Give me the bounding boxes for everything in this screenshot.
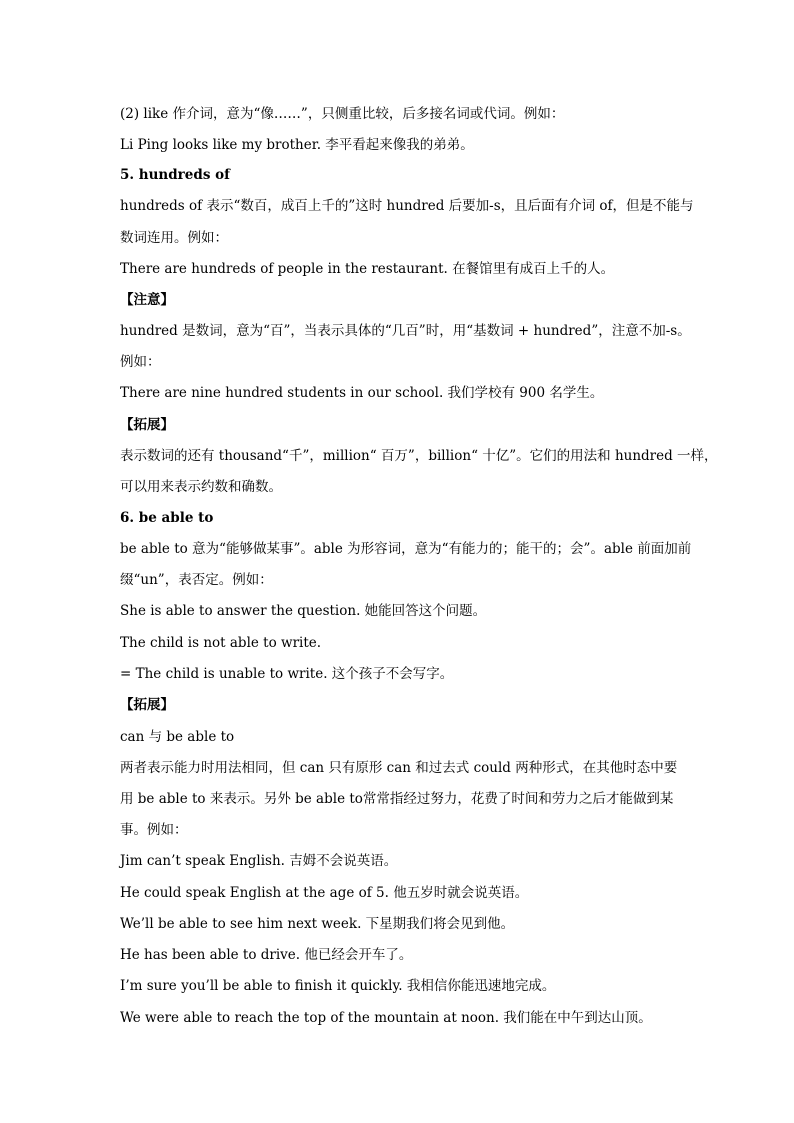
text-line: = The child is unable to write. 这个孩子不会写字。	[120, 666, 454, 682]
section-heading: 5. hundreds of	[120, 167, 230, 183]
text-line: 例如：	[120, 354, 161, 370]
text-line: We were able to reach the top of the mountain at noon. 我们能在中午到达山顶。	[120, 1010, 652, 1026]
text-line: He has been able to drive. 他已经会开车了。	[120, 947, 413, 963]
text-line: can 与 be able to	[120, 729, 235, 745]
section-heading: 6. be able to	[120, 510, 214, 526]
text-line: (2) like 作介词，意为“像……”，只侧重比较，后多接名词或代词。例如：	[120, 106, 565, 122]
text-line: 事。例如：	[120, 822, 188, 838]
note-heading: 【注意】	[120, 292, 174, 308]
text-line: He could speak English at the age of 5. 他五岁时就会说英语。	[120, 885, 529, 901]
text-line: 可以用来表示约数和确数。	[120, 479, 282, 495]
text-line: I’m sure you’ll be able to finish it quickly. 我相信你能迅速地完成。	[120, 978, 556, 994]
text-line: 表示数词的还有 thousand“千”，million“ 百万”，billion“ 十亿”。它们的用法和 hundred 一样，	[120, 448, 718, 464]
text-line: be able to 意为“能够做某事”。able 为形容词，意为“有能力的；能干的；会”。able 前面加前	[120, 541, 692, 557]
text-line: 两者表示能力时用法相同，但 can 只有原形 can 和过去式 could 两种形式，在其他时态中要	[120, 760, 678, 776]
text-line: Jim can’t speak English. 吉姆不会说英语。	[120, 853, 398, 869]
text-line: hundreds of 表示“数百，成百上千的”这时 hundred 后要加-s，且后面有介词 of，但是不能与	[120, 198, 694, 214]
text-line: hundred 是数词，意为“百”，当表示具体的“几百”时，用“基数词 + hundred”，注意不加-s。	[120, 323, 691, 339]
text-line: The child is not able to write.	[120, 635, 322, 651]
text-line: We’ll be able to see him next week. 下星期我们将会见到他。	[120, 916, 515, 932]
extension-heading: 【拓展】	[120, 697, 174, 713]
text-line: 用 be able to 来表示。另外 be able to常常指经过努力，花费了时间和劳力之后才能做到某	[120, 791, 674, 807]
text-line: She is able to answer the question. 她能回答这个问题。	[120, 603, 487, 619]
extension-heading: 【拓展】	[120, 417, 174, 433]
text-line: 数词连用。例如：	[120, 230, 228, 246]
text-line: 缀“un”，表否定。例如：	[120, 572, 273, 588]
text-line: Li Ping looks like my brother. 李平看起来像我的弟弟。	[120, 137, 474, 153]
text-line: There are nine hundred students in our school. 我们学校有 900 名学生。	[120, 385, 604, 401]
text-line: There are hundreds of people in the restaurant. 在餐馆里有成百上千的人。	[120, 261, 615, 277]
